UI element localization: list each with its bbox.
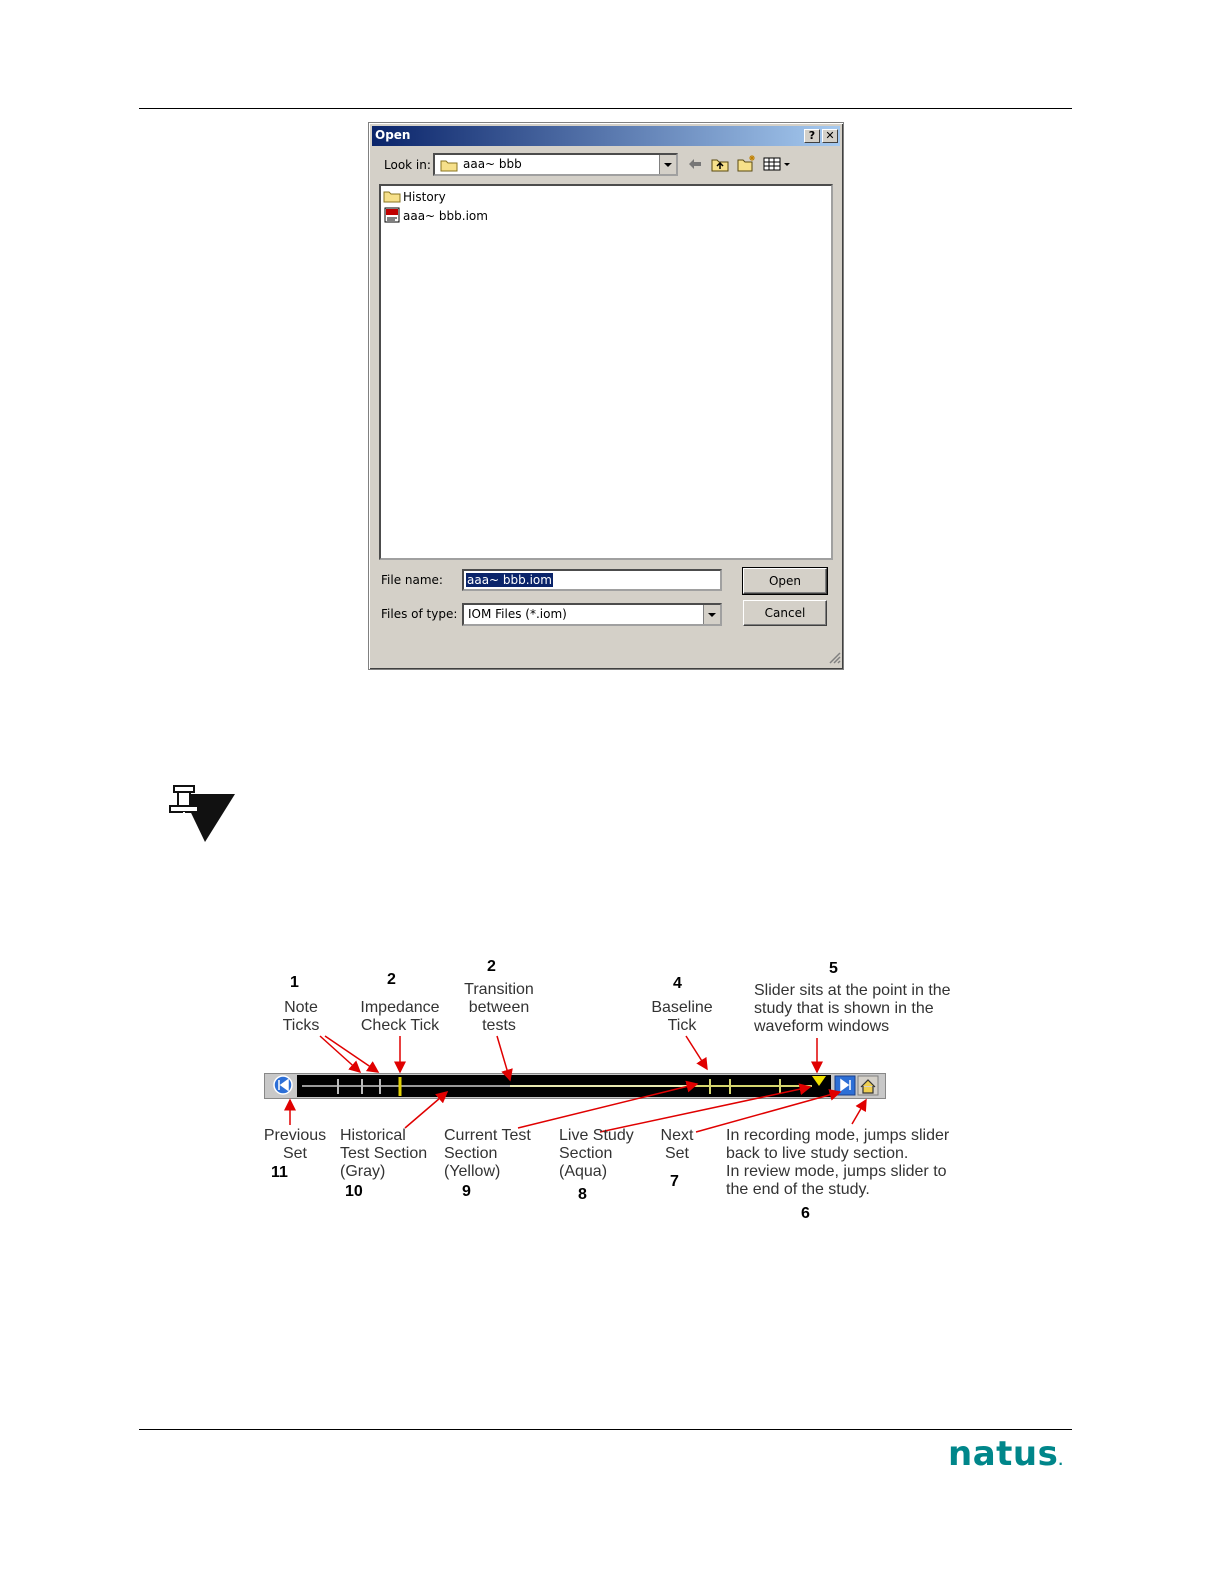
file-name-text: aaa~ bbb.iom xyxy=(403,209,488,223)
callout-line: In review mode, jumps slider to xyxy=(726,1163,947,1180)
callout-number: 9 xyxy=(462,1183,471,1200)
callout-slider xyxy=(754,982,951,1036)
up-folder-icon[interactable] xyxy=(711,156,729,175)
callout-line: Ticks xyxy=(282,1017,320,1034)
timeline-track[interactable] xyxy=(297,1075,831,1097)
callout-line: Historical xyxy=(340,1127,406,1144)
callout-line: Next xyxy=(660,1127,694,1144)
chevron-down-icon[interactable] xyxy=(659,155,676,174)
callout-line: Section xyxy=(444,1145,498,1162)
logo-text: natus xyxy=(948,1434,1059,1474)
callout-number: 10 xyxy=(345,1183,363,1200)
callout-line: Set xyxy=(664,1145,689,1162)
callout-line: Tick xyxy=(667,1017,697,1034)
callout-line: between xyxy=(468,999,530,1016)
look-in-value: aaa~ bbb xyxy=(463,157,522,171)
dialog-titlebar xyxy=(372,126,840,146)
list-item[interactable] xyxy=(383,188,446,206)
look-in-label: Look in: xyxy=(384,158,431,172)
callout-line: Baseline xyxy=(651,999,713,1016)
arrow-historical xyxy=(405,1092,447,1128)
callout-line: Transition xyxy=(464,981,534,998)
arrow-current xyxy=(518,1084,697,1128)
arrow-note-2 xyxy=(325,1036,378,1072)
look-in-dropdown[interactable] xyxy=(433,153,678,176)
file-name-label: File name: xyxy=(381,573,443,587)
header-rule xyxy=(139,108,1072,109)
callout-number: 4 xyxy=(673,975,682,992)
list-item[interactable] xyxy=(383,207,488,225)
callout-live xyxy=(559,1127,634,1181)
callout-number: 2 xyxy=(387,971,396,988)
callout-line: the end of the study. xyxy=(726,1181,870,1198)
callout-line: tests xyxy=(482,1017,516,1034)
arrow-baseline xyxy=(686,1036,707,1069)
arrow-next xyxy=(696,1092,840,1132)
callout-line: waveform windows xyxy=(754,1018,890,1035)
cancel-button[interactable] xyxy=(743,600,827,626)
file-list[interactable] xyxy=(379,184,833,560)
callout-number: 2 xyxy=(487,958,496,975)
help-button[interactable]: ? xyxy=(804,129,820,143)
open-button-label: Open xyxy=(768,574,802,588)
view-menu-icon[interactable] xyxy=(763,157,791,174)
open-dialog xyxy=(368,122,844,670)
callout-line: Note xyxy=(284,999,318,1016)
callout-line: Section xyxy=(559,1145,613,1162)
callout-number: 1 xyxy=(290,974,299,991)
folder-icon xyxy=(440,158,458,175)
footer-rule xyxy=(139,1429,1072,1430)
arrow-home xyxy=(852,1100,866,1124)
back-icon[interactable] xyxy=(687,157,703,174)
callout-line: Impedance xyxy=(360,999,440,1016)
file-type-label: Files of type: xyxy=(381,607,458,621)
note-pin-icon xyxy=(164,784,238,849)
arrow-transition xyxy=(497,1036,510,1080)
file-name-text: History xyxy=(403,190,446,204)
callout-number: 5 xyxy=(829,960,838,977)
resize-grip-icon[interactable] xyxy=(829,652,841,667)
previous-set-icon xyxy=(274,1076,292,1094)
open-button[interactable] xyxy=(743,568,827,594)
callout-line: Live Study xyxy=(559,1127,634,1144)
callout-line: (Yellow) xyxy=(444,1163,501,1180)
home-icon xyxy=(858,1076,878,1095)
callout-current xyxy=(444,1127,531,1181)
callout-line: In recording mode, jumps slider xyxy=(726,1127,950,1144)
callout-number: 7 xyxy=(670,1173,679,1190)
callout-number: 11 xyxy=(271,1164,288,1181)
callout-baseline xyxy=(642,999,722,1035)
close-button[interactable]: ✕ xyxy=(822,129,838,143)
callout-previous-set xyxy=(260,1127,330,1163)
iom-file-icon xyxy=(383,207,401,226)
callout-line: study that is shown in the xyxy=(754,1000,934,1017)
callout-line: Set xyxy=(282,1145,307,1162)
callout-line: Test Section xyxy=(340,1145,428,1162)
callout-number: 6 xyxy=(801,1205,810,1222)
callout-next-set xyxy=(655,1127,699,1163)
callout-transition xyxy=(455,981,543,1035)
callout-line: back to live study section. xyxy=(726,1145,909,1162)
arrow-note-1 xyxy=(320,1036,360,1072)
callout-line: (Gray) xyxy=(340,1163,386,1180)
callout-number: 8 xyxy=(578,1186,587,1203)
callout-line: Current Test xyxy=(444,1127,531,1144)
timeline-bar xyxy=(264,1073,886,1099)
callout-line: Previous xyxy=(263,1127,327,1144)
callout-impedance xyxy=(352,999,448,1035)
natus-logo: natus. xyxy=(948,1434,1064,1474)
slider-thumb xyxy=(812,1076,826,1086)
file-name-value: aaa~ bbb.iom xyxy=(467,573,552,587)
callout-note-ticks xyxy=(270,999,332,1035)
folder-icon xyxy=(383,189,401,206)
callout-line: Slider sits at the point in the xyxy=(754,982,951,999)
callout-historical xyxy=(340,1127,427,1181)
chevron-down-icon[interactable] xyxy=(703,605,720,624)
new-folder-icon[interactable] xyxy=(737,154,757,175)
next-set-icon xyxy=(835,1076,855,1095)
cancel-button-label: Cancel xyxy=(764,606,806,620)
callout-line: (Aqua) xyxy=(559,1163,608,1180)
dialog-title: Open xyxy=(375,128,411,142)
callout-home xyxy=(726,1127,949,1199)
file-type-dropdown[interactable] xyxy=(462,603,722,626)
file-name-field[interactable] xyxy=(462,569,722,591)
file-type-value: IOM Files (*.iom) xyxy=(468,607,567,621)
arrow-live xyxy=(600,1087,810,1132)
callout-line: Check Tick xyxy=(360,1017,440,1034)
